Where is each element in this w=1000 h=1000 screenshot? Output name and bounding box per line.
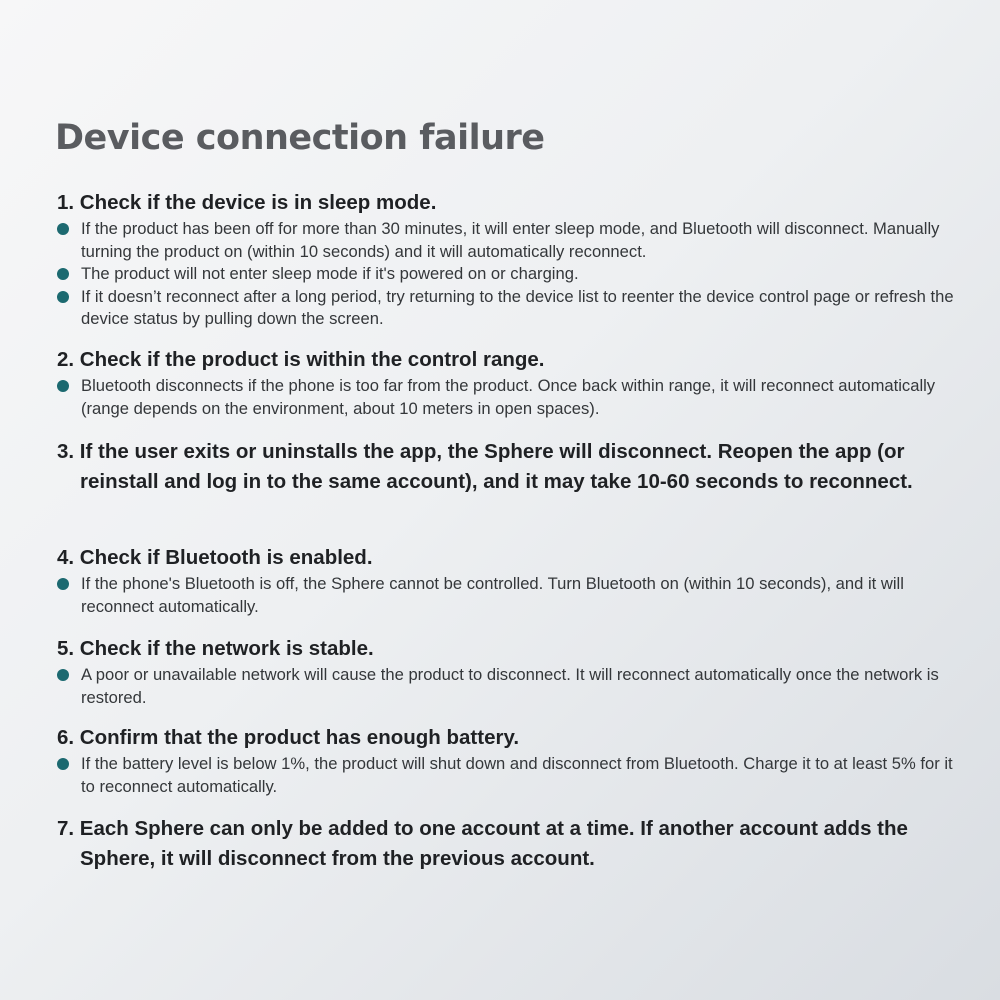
bullet-list [57, 375, 957, 420]
section-heading: 1. Check if the device is in sleep mode. [57, 191, 437, 214]
section-heading: 6. Confirm that the product has enough battery. [57, 726, 520, 749]
bullet-text: If it doesn’t reconnect after a long period, try returning to the device list to reenter the device control page or refresh the device status by pulling down the screen. [81, 286, 954, 328]
list-item [57, 375, 961, 420]
list-item [57, 218, 961, 263]
bullet-text: If the battery level is below 1%, the product will shut down and disconnect from Bluetooth. Charge it to at least 5% for it to reconnect automatically. [81, 754, 953, 796]
bullet-list [57, 753, 957, 798]
bullet-text: If the product has been off for more than 30 minutes, it will enter sleep mode, and Bluetooth will disconnect. Manually turning the product on (within 10 seconds) and it will automatically reconnect. [81, 219, 940, 261]
section-heading: 2. Check if the product is within the control range. [57, 348, 545, 371]
section-control-range [57, 347, 957, 420]
section-one-account [57, 814, 957, 874]
section-heading: 4. Check if Bluetooth is enabled. [57, 546, 373, 569]
section-app-exit [57, 437, 957, 497]
bullet-list [57, 573, 957, 618]
list-item [57, 286, 961, 331]
section-bluetooth-enabled [57, 545, 957, 618]
bullet-text: The product will not enter sleep mode if it's powered on or charging. [81, 264, 579, 283]
bullet-text: If the phone's Bluetooth is off, the Sphere cannot be controlled. Turn Bluetooth on (within 10 seconds), and it will reconnect automatically. [81, 574, 904, 616]
bullet-dot-icon [57, 380, 69, 392]
bullet-dot-icon [57, 578, 69, 590]
bullet-dot-icon [57, 669, 69, 681]
section-sleep-mode [57, 190, 957, 331]
list-item [57, 753, 961, 798]
section-network-stable [57, 636, 957, 709]
page-title: Device connection failure [55, 118, 545, 158]
bullet-dot-icon [57, 223, 69, 235]
section-heading: 3. If the user exits or uninstalls the app, the Sphere will disconnect. Reopen the app (or reinstall and log in to the same account), and it may take 10-60 seconds to reconnect. [57, 440, 913, 493]
list-item [57, 263, 961, 286]
section-battery [57, 725, 957, 798]
bullet-dot-icon [57, 268, 69, 280]
section-heading: 5. Check if the network is stable. [57, 637, 374, 660]
bullet-dot-icon [57, 758, 69, 770]
bullet-dot-icon [57, 291, 69, 303]
bullet-list [57, 664, 957, 709]
bullet-text: Bluetooth disconnects if the phone is too far from the product. Once back within range, it will reconnect automatically (range depends on the environment, about 10 meters in open spaces). [81, 376, 936, 418]
section-heading: 7. Each Sphere can only be added to one account at a time. If another account adds the Sphere, it will disconnect from the previous account. [57, 817, 908, 870]
list-item [57, 573, 961, 618]
bullet-list [57, 218, 957, 331]
bullet-text: A poor or unavailable network will cause the product to disconnect. It will reconnect automatically once the network is restored. [81, 665, 939, 707]
list-item [57, 664, 961, 709]
